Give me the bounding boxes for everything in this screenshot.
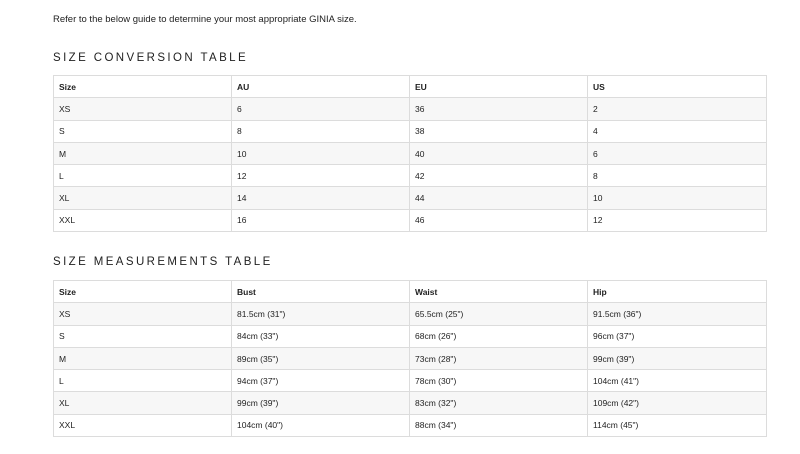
table-cell: M (54, 347, 232, 369)
table-row (54, 414, 767, 436)
table-row (54, 98, 767, 120)
table-cell: 99cm (39") (588, 347, 767, 369)
table-cell: 99cm (39") (232, 392, 410, 414)
table-row (54, 347, 767, 369)
column-header-size: Size (54, 281, 232, 303)
table-row (54, 209, 767, 231)
column-header-waist: Waist (410, 281, 588, 303)
table-cell: 114cm (45") (588, 414, 767, 436)
table-cell: 68cm (26") (410, 325, 588, 347)
measurements-table-title: SIZE MEASUREMENTS TABLE (53, 256, 273, 268)
table-cell: 10 (232, 142, 410, 164)
table-cell: 2 (588, 98, 767, 120)
table-cell: 88cm (34") (410, 414, 588, 436)
table-cell: 65.5cm (25") (410, 303, 588, 325)
column-header-hip: Hip (588, 281, 767, 303)
table-cell: 83cm (32") (410, 392, 588, 414)
column-header-eu: EU (410, 76, 588, 98)
table-cell: XXL (54, 414, 232, 436)
table-cell: 6 (232, 98, 410, 120)
table-cell: XL (54, 187, 232, 209)
table-cell: 91.5cm (36") (588, 303, 767, 325)
table-cell: L (54, 165, 232, 187)
table-cell: M (54, 142, 232, 164)
table-cell: 36 (410, 98, 588, 120)
size-measurements-table (53, 280, 767, 437)
intro-text: Refer to the below guide to determine your most appropriate GINIA size. (53, 14, 357, 25)
table-cell: XS (54, 98, 232, 120)
column-header-bust: Bust (232, 281, 410, 303)
table-cell: 12 (232, 165, 410, 187)
table-cell: 81.5cm (31") (232, 303, 410, 325)
table-cell: 104cm (41") (588, 370, 767, 392)
table-cell: 104cm (40") (232, 414, 410, 436)
table-row (54, 187, 767, 209)
table-cell: 42 (410, 165, 588, 187)
size-conversion-table (53, 75, 767, 232)
table-cell: 40 (410, 142, 588, 164)
column-header-au: AU (232, 76, 410, 98)
table-header-row (54, 76, 767, 98)
table-row (54, 142, 767, 164)
table-row (54, 370, 767, 392)
table-cell: XS (54, 303, 232, 325)
table-cell: L (54, 370, 232, 392)
table-row (54, 325, 767, 347)
table-cell: 16 (232, 209, 410, 231)
table-cell: XXL (54, 209, 232, 231)
table-cell: 78cm (30") (410, 370, 588, 392)
column-header-size: Size (54, 76, 232, 98)
table-row (54, 392, 767, 414)
table-cell: S (54, 325, 232, 347)
table-cell: 94cm (37") (232, 370, 410, 392)
table-cell: 14 (232, 187, 410, 209)
table-cell: 84cm (33") (232, 325, 410, 347)
table-cell: S (54, 120, 232, 142)
table-cell: 4 (588, 120, 767, 142)
table-cell: 96cm (37") (588, 325, 767, 347)
table-cell: 8 (588, 165, 767, 187)
table-cell: 6 (588, 142, 767, 164)
table-row (54, 120, 767, 142)
table-cell: 89cm (35") (232, 347, 410, 369)
table-row (54, 303, 767, 325)
table-cell: 46 (410, 209, 588, 231)
column-header-us: US (588, 76, 767, 98)
table-cell: 73cm (28") (410, 347, 588, 369)
table-cell: XL (54, 392, 232, 414)
table-header-row (54, 281, 767, 303)
table-cell: 8 (232, 120, 410, 142)
table-cell: 38 (410, 120, 588, 142)
table-cell: 109cm (42") (588, 392, 767, 414)
table-cell: 12 (588, 209, 767, 231)
conversion-table-title: SIZE CONVERSION TABLE (53, 52, 249, 64)
table-cell: 44 (410, 187, 588, 209)
table-cell: 10 (588, 187, 767, 209)
table-row (54, 165, 767, 187)
